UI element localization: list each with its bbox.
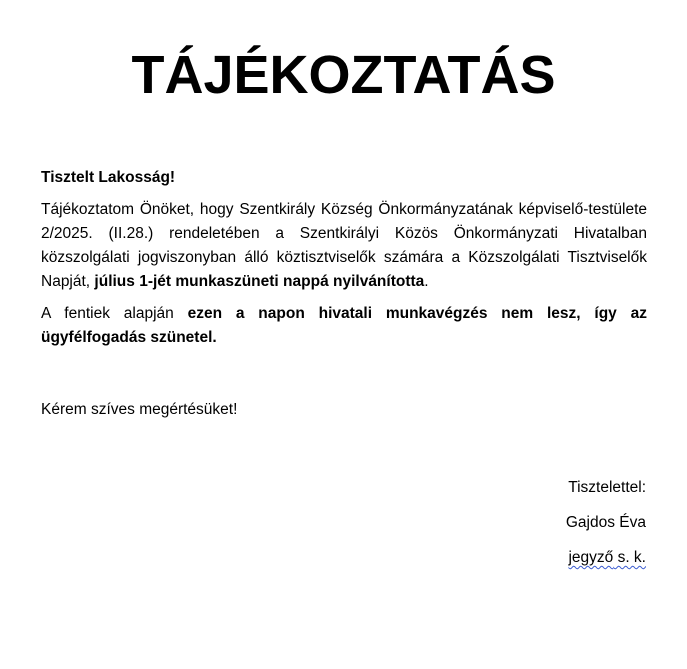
paragraph-announcement-bold: július 1-jét munkaszüneti nappá nyilvánította <box>94 273 425 290</box>
paragraph-consequence-text: A fentiek alapján <box>41 305 188 322</box>
paragraph-announcement-end: . <box>424 273 429 290</box>
paragraph-consequence <box>41 302 647 350</box>
document-body <box>41 166 647 422</box>
greeting: Tisztelt Lakosság! <box>41 169 176 186</box>
paragraph-announcement <box>41 198 647 294</box>
paragraph-consequence-bold: ezen a napon hivatali munkavégzés nem lesz, így az ügyfélfogadás szünetel. <box>41 305 647 346</box>
paragraph-announcement-text: Tájékoztatom Önöket, hogy Szentkirály Község Önkormányzatának képviselő-testülete 2/2025. (II.28.) rendeletében a Szentkirályi Közös Önkormányzati Hivatalban közszolgálati jogviszonyban álló köztisztviselők számára a Közszolgálati Tisztviselők Napját, <box>41 201 647 290</box>
closing-line: Kérem szíves megértésüket! <box>41 401 238 418</box>
signature-name: Gajdos Éva <box>565 514 646 531</box>
signature-salutation: Tisztelettel: <box>568 479 646 496</box>
signature-block <box>566 470 646 575</box>
signature-role-word: jegyző <box>568 549 614 566</box>
signature-role-suffix: s. k. <box>613 549 646 566</box>
document-title: TÁJÉKOZTATÁS <box>131 45 556 105</box>
signature-role <box>566 540 646 575</box>
